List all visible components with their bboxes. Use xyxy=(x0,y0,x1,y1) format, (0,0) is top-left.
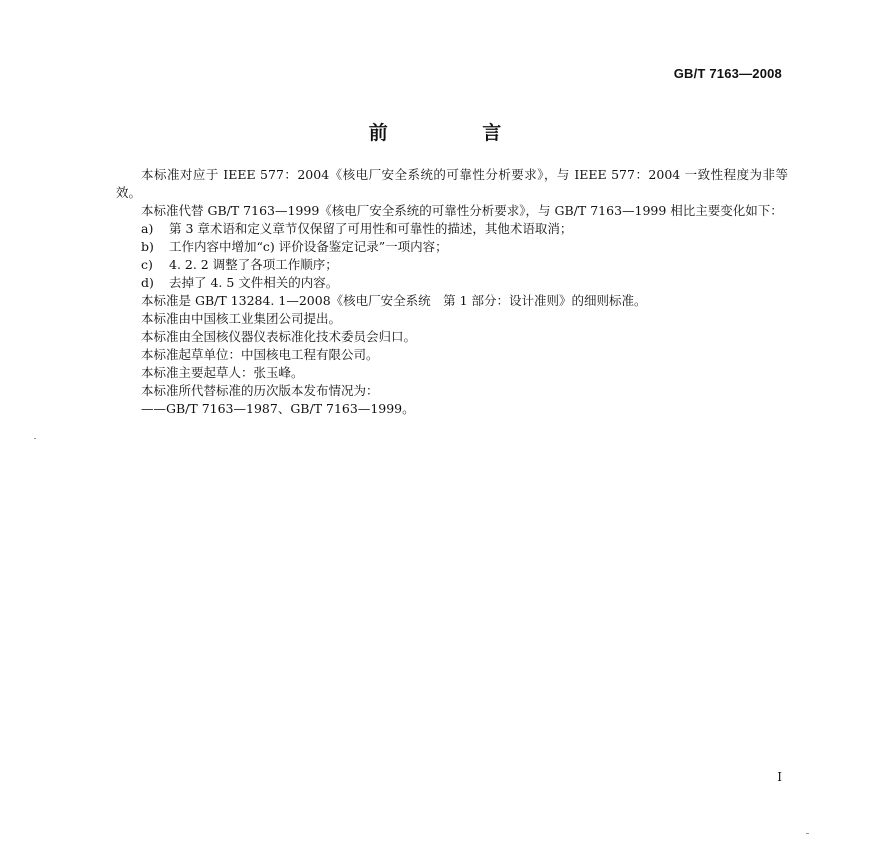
scan-artifact xyxy=(806,833,809,834)
list-item xyxy=(116,256,788,274)
paragraph-replacement: 本标准代替 GB/T 7163—1999《核电厂安全系统的可靠性分析要求》，与 GB/T 7163—1999 相比主要变化如下： xyxy=(141,203,783,218)
list-item-text: 去掉了 4. 5 文件相关的内容。 xyxy=(169,275,339,290)
scan-artifact xyxy=(34,438,36,439)
history-versions: ——GB/T 7163—1987、GB/T 7163—1999。 xyxy=(141,401,415,416)
paragraph-history-intro: 本标准所代替标准的历次版本发布情况为： xyxy=(141,383,379,398)
list-marker: a) xyxy=(141,221,154,236)
list-item xyxy=(116,238,788,256)
list-marker: b) xyxy=(141,239,154,254)
paragraph-drafting-unit: 本标准起草单位：中国核电工程有限公司。 xyxy=(141,347,379,362)
list-item xyxy=(116,274,788,292)
list-item-text: 第 3 章术语和定义章节仅保留了可用性和可靠性的描述，其他术语取消； xyxy=(169,221,573,236)
paragraph-proposer: 本标准由中国核工业集团公司提出。 xyxy=(141,311,342,326)
paragraph-detail-standard: 本标准是 GB/T 13284. 1—2008《核电厂安全系统 第 1 部分：设计准则》的细则标准。 xyxy=(141,293,647,308)
paragraph-drafter: 本标准主要起草人：张玉峰。 xyxy=(141,365,304,380)
foreword-body xyxy=(116,166,788,418)
standard-code: GB/T 7163—2008 xyxy=(673,66,782,81)
list-item xyxy=(116,220,788,238)
list-marker: d) xyxy=(141,275,154,290)
list-item-text: 4. 2. 2 调整了各项工作顺序； xyxy=(169,257,338,272)
paragraph-administrator: 本标准由全国核仪器仪表标准化技术委员会归口。 xyxy=(141,329,417,344)
list-marker: c) xyxy=(141,257,153,272)
page-number: I xyxy=(777,770,782,784)
paragraph-correspondence: 本标准对应于 IEEE 577：2004《核电厂安全系统的可靠性分析要求》，与 IEEE 577：2004 一致性程度为非等效。 xyxy=(116,167,788,200)
page-title: 前 言 xyxy=(368,122,546,144)
list-item-text: 工作内容中增加“c) 评价设备鉴定记录”一项内容； xyxy=(169,239,448,254)
